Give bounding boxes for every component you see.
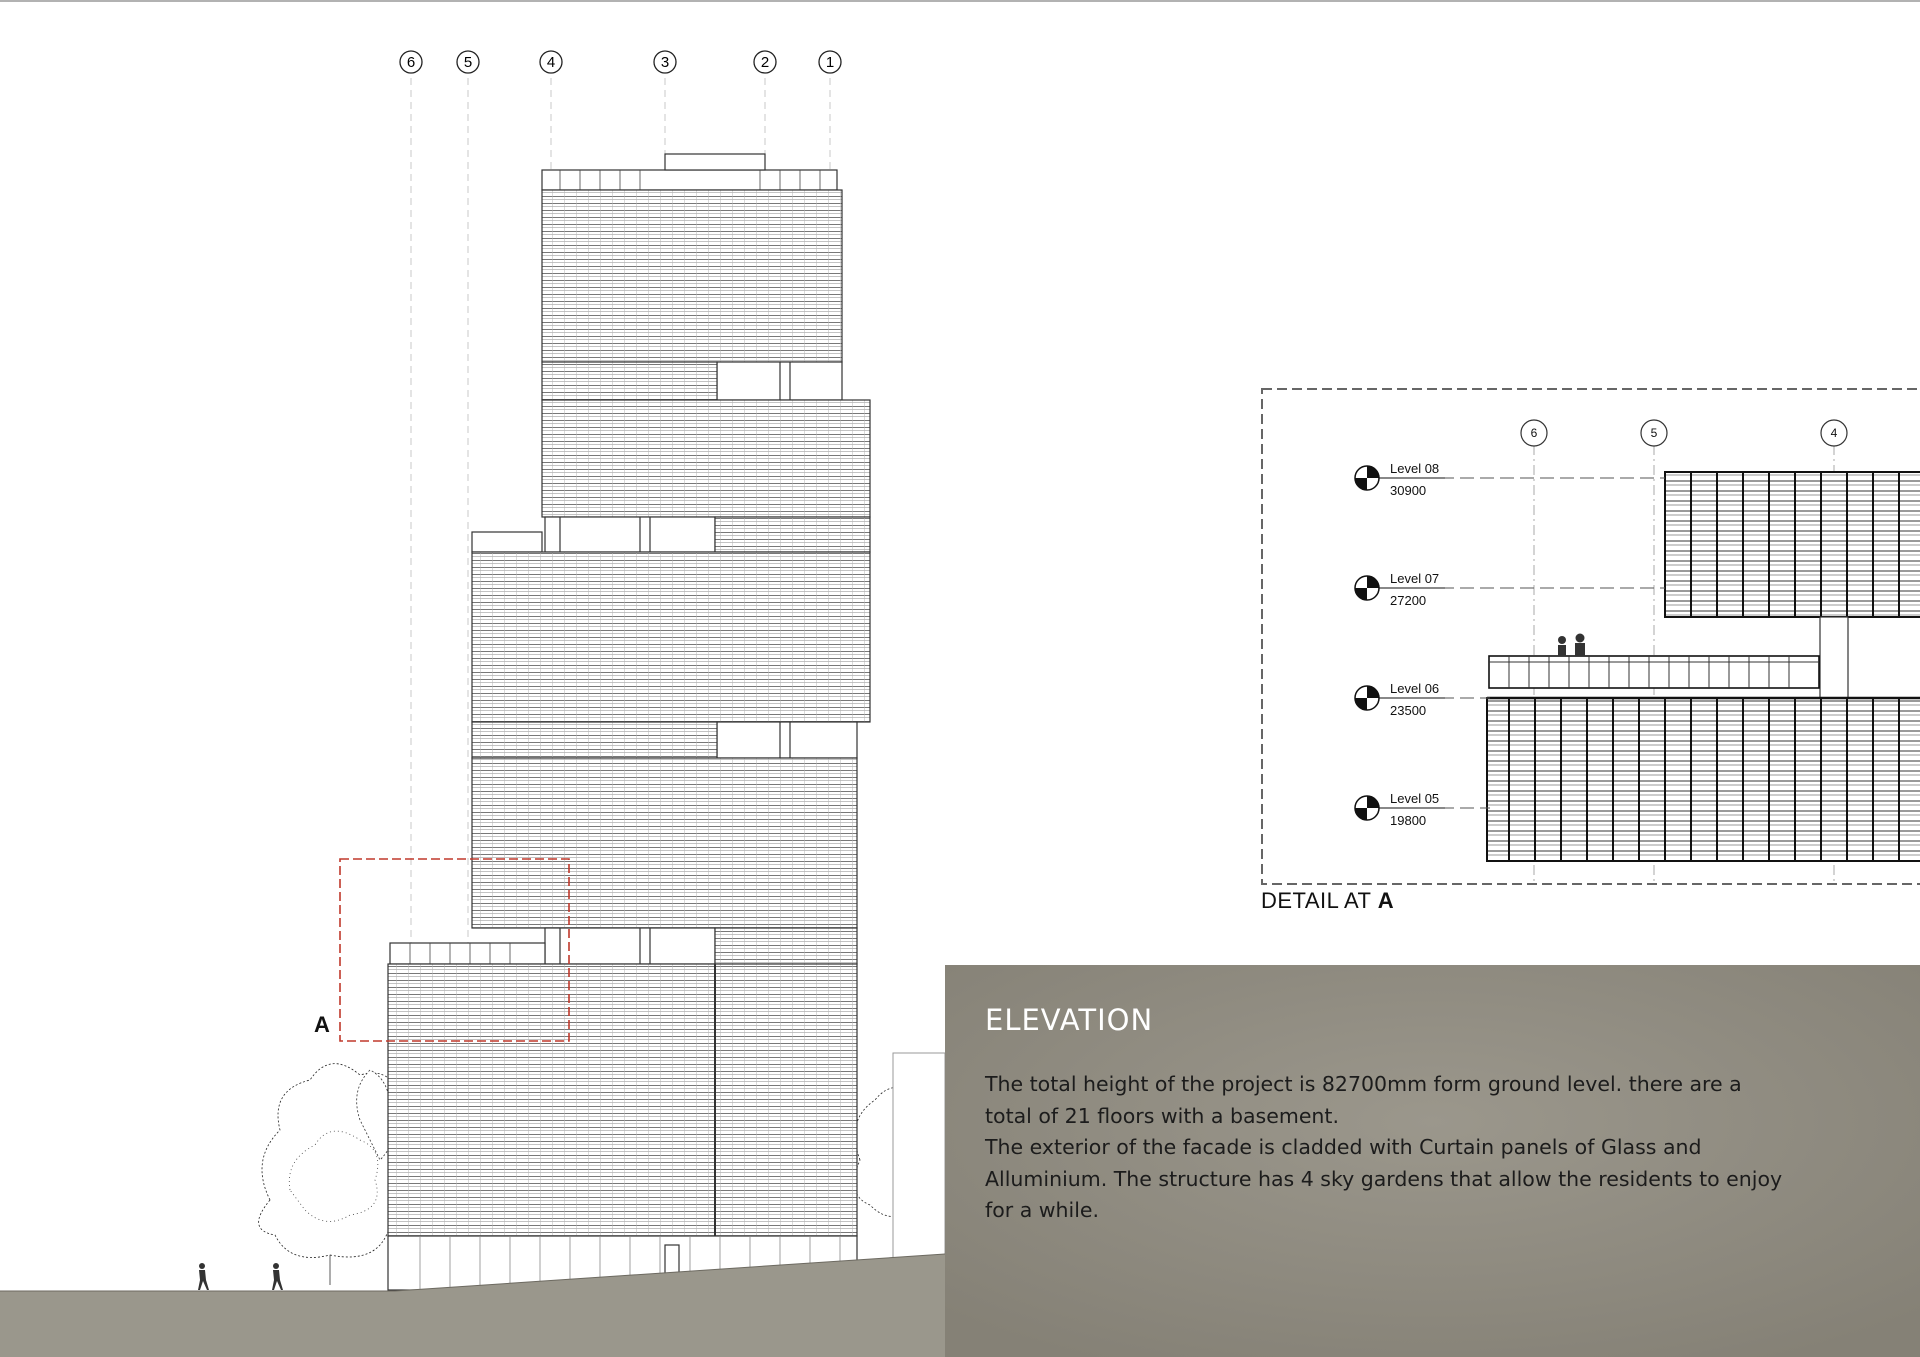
level-06-name: Level 06 — [1390, 681, 1440, 696]
level-05-elevation: 19800 — [1390, 813, 1427, 828]
grid-label-6: 6 — [406, 54, 416, 71]
grid-bubble-1 — [819, 51, 841, 73]
level-08-name: Level 08 — [1390, 461, 1440, 476]
section-marker-a: A — [314, 1012, 330, 1037]
detail-grid-bubble-5 — [1641, 420, 1667, 446]
detail-caption — [1261, 888, 1394, 914]
detail-caption-prefix: DETAIL AT — [1261, 888, 1372, 913]
description-body — [985, 1069, 1785, 1227]
grid-bubble-6 — [400, 51, 422, 73]
grid-label-2: 2 — [760, 54, 770, 71]
detail-grid-bubble-4 — [1821, 420, 1847, 446]
description-paragraph-1: The total height of the project is 82700mm form ground level. there are a total of 21 floors with a basement. — [985, 1072, 1742, 1128]
detail-caption-ref: A — [1377, 888, 1395, 913]
grid-label-3: 3 — [660, 54, 670, 71]
grid-label-4: 4 — [546, 54, 556, 71]
description-paragraph-2: The exterior of the facade is cladded with Curtain panels of Glass and Alluminium. The structure has 4 sky gardens that allow the residents to enjoy for a while. — [985, 1135, 1783, 1222]
level-05-name: Level 05 — [1390, 791, 1440, 806]
detail-grid-label-6: 6 — [1530, 426, 1538, 440]
level-07-name: Level 07 — [1390, 571, 1440, 586]
detail-grid-label-4: 4 — [1830, 426, 1838, 440]
grid-bubble-4 — [540, 51, 562, 73]
level-06-elevation: 23500 — [1390, 703, 1427, 718]
detail-grid-bubble-6 — [1521, 420, 1547, 446]
detail-grid-label-5: 5 — [1650, 426, 1658, 440]
people-figures — [198, 1263, 283, 1290]
elevation-grid-bubbles — [400, 51, 841, 73]
tower-elevation — [388, 154, 870, 1290]
level-08-elevation: 30900 — [1390, 483, 1427, 498]
grid-label-5: 5 — [463, 54, 473, 71]
grid-bubble-2 — [754, 51, 776, 73]
description-title: ELEVATION — [985, 1003, 1154, 1037]
grid-bubble-5 — [457, 51, 479, 73]
grid-label-1: 1 — [825, 54, 835, 71]
detail-drawing — [1262, 389, 1920, 884]
grid-bubble-3 — [654, 51, 676, 73]
level-07-elevation: 27200 — [1390, 593, 1427, 608]
